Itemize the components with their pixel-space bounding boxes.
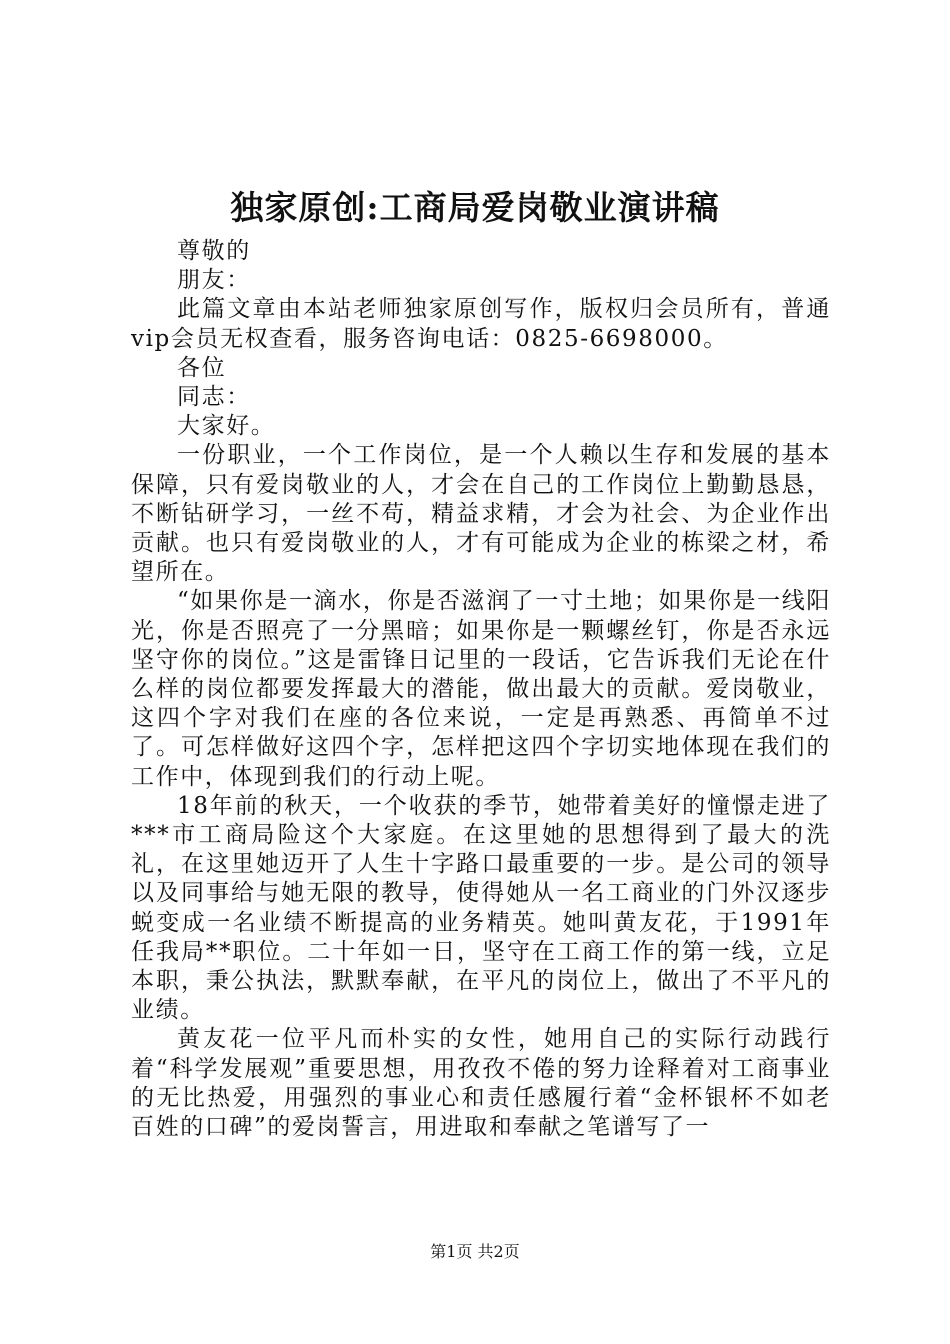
document-title: 独家原创:工商局爱岗敬业演讲稿 xyxy=(230,188,720,227)
paragraph: “如果你是一滴水，你是否滋润了一寸土地；如果你是一线阳光，你是否照亮了一分黑暗；如果你是一颗螺丝钉，你是否永远坚守你的岗位。”这是雷锋日记里的一段话，它告诉我们无论在什么样的岗位都要发挥最大的潜能，做出最大的贡献。爱岗敬业，这四个字对我们在座的各位来说，一定是再熟悉、再简单不过了。可怎样做好这四个字，怎样把这四个字切实地体现在我们的工作中，体现到我们的行动上呢。 xyxy=(131,588,831,790)
greeting: 大家好。 xyxy=(177,413,276,440)
salutation-line-3: 各位 xyxy=(177,354,227,381)
salutation-line-1: 尊敬的 xyxy=(177,238,251,264)
document-body xyxy=(131,237,831,1142)
paragraph: 一份职业，一个工作岗位，是一个人赖以生存和发展的基本保障，只有爱岗敬业的人，才会在自己的工作岗位上勤勤恳恳，不断钻研学习，一丝不苟，精益求精，才会为社会、为企业作出贡献。也只有爱岗敬业的人，才有可能成为企业的栋梁之材，希望所在。 xyxy=(131,442,831,586)
salutation-line-2: 朋友： xyxy=(177,267,251,294)
page-number-footer: 第1页 共2页 xyxy=(430,1242,520,1261)
salutation-line-4: 同志： xyxy=(177,384,251,411)
paragraph: 黄友花一位平凡而朴实的女性，她用自己的实际行动践行着“科学发展观”重要思想，用孜孜不倦的努力诠释着对工商事业的无比热爱，用强烈的事业心和责任感履行着“金杯银杯不如老百姓的口碑”的爱岗誓言，用进取和奉献之笔谱写了一 xyxy=(131,1026,831,1141)
paragraph: 18年前的秋天，一个收获的季节，她带着美好的憧憬走进了***市工商局险这个大家庭。在这里她的思想得到了最大的洗礼，在这里她迈开了人生十字路口最重要的一步。是公司的领导以及同事给与她无限的教导，使得她从一名工商业的门外汉逐步蜕变成一名业绩不断提高的业务精英。她叫黄友花，于1991年任我局**职位。二十年如一日，坚守在工商工作的第一线，立足本职，秉公执法，默默奉献，在平凡的岗位上，做出了不平凡的业绩。 xyxy=(131,792,831,1024)
copyright-notice: 此篇文章由本站老师独家原创写作，版权归会员所有，普通vip会员无权查看，服务咨询电话：0825-6698000。 xyxy=(131,296,831,352)
